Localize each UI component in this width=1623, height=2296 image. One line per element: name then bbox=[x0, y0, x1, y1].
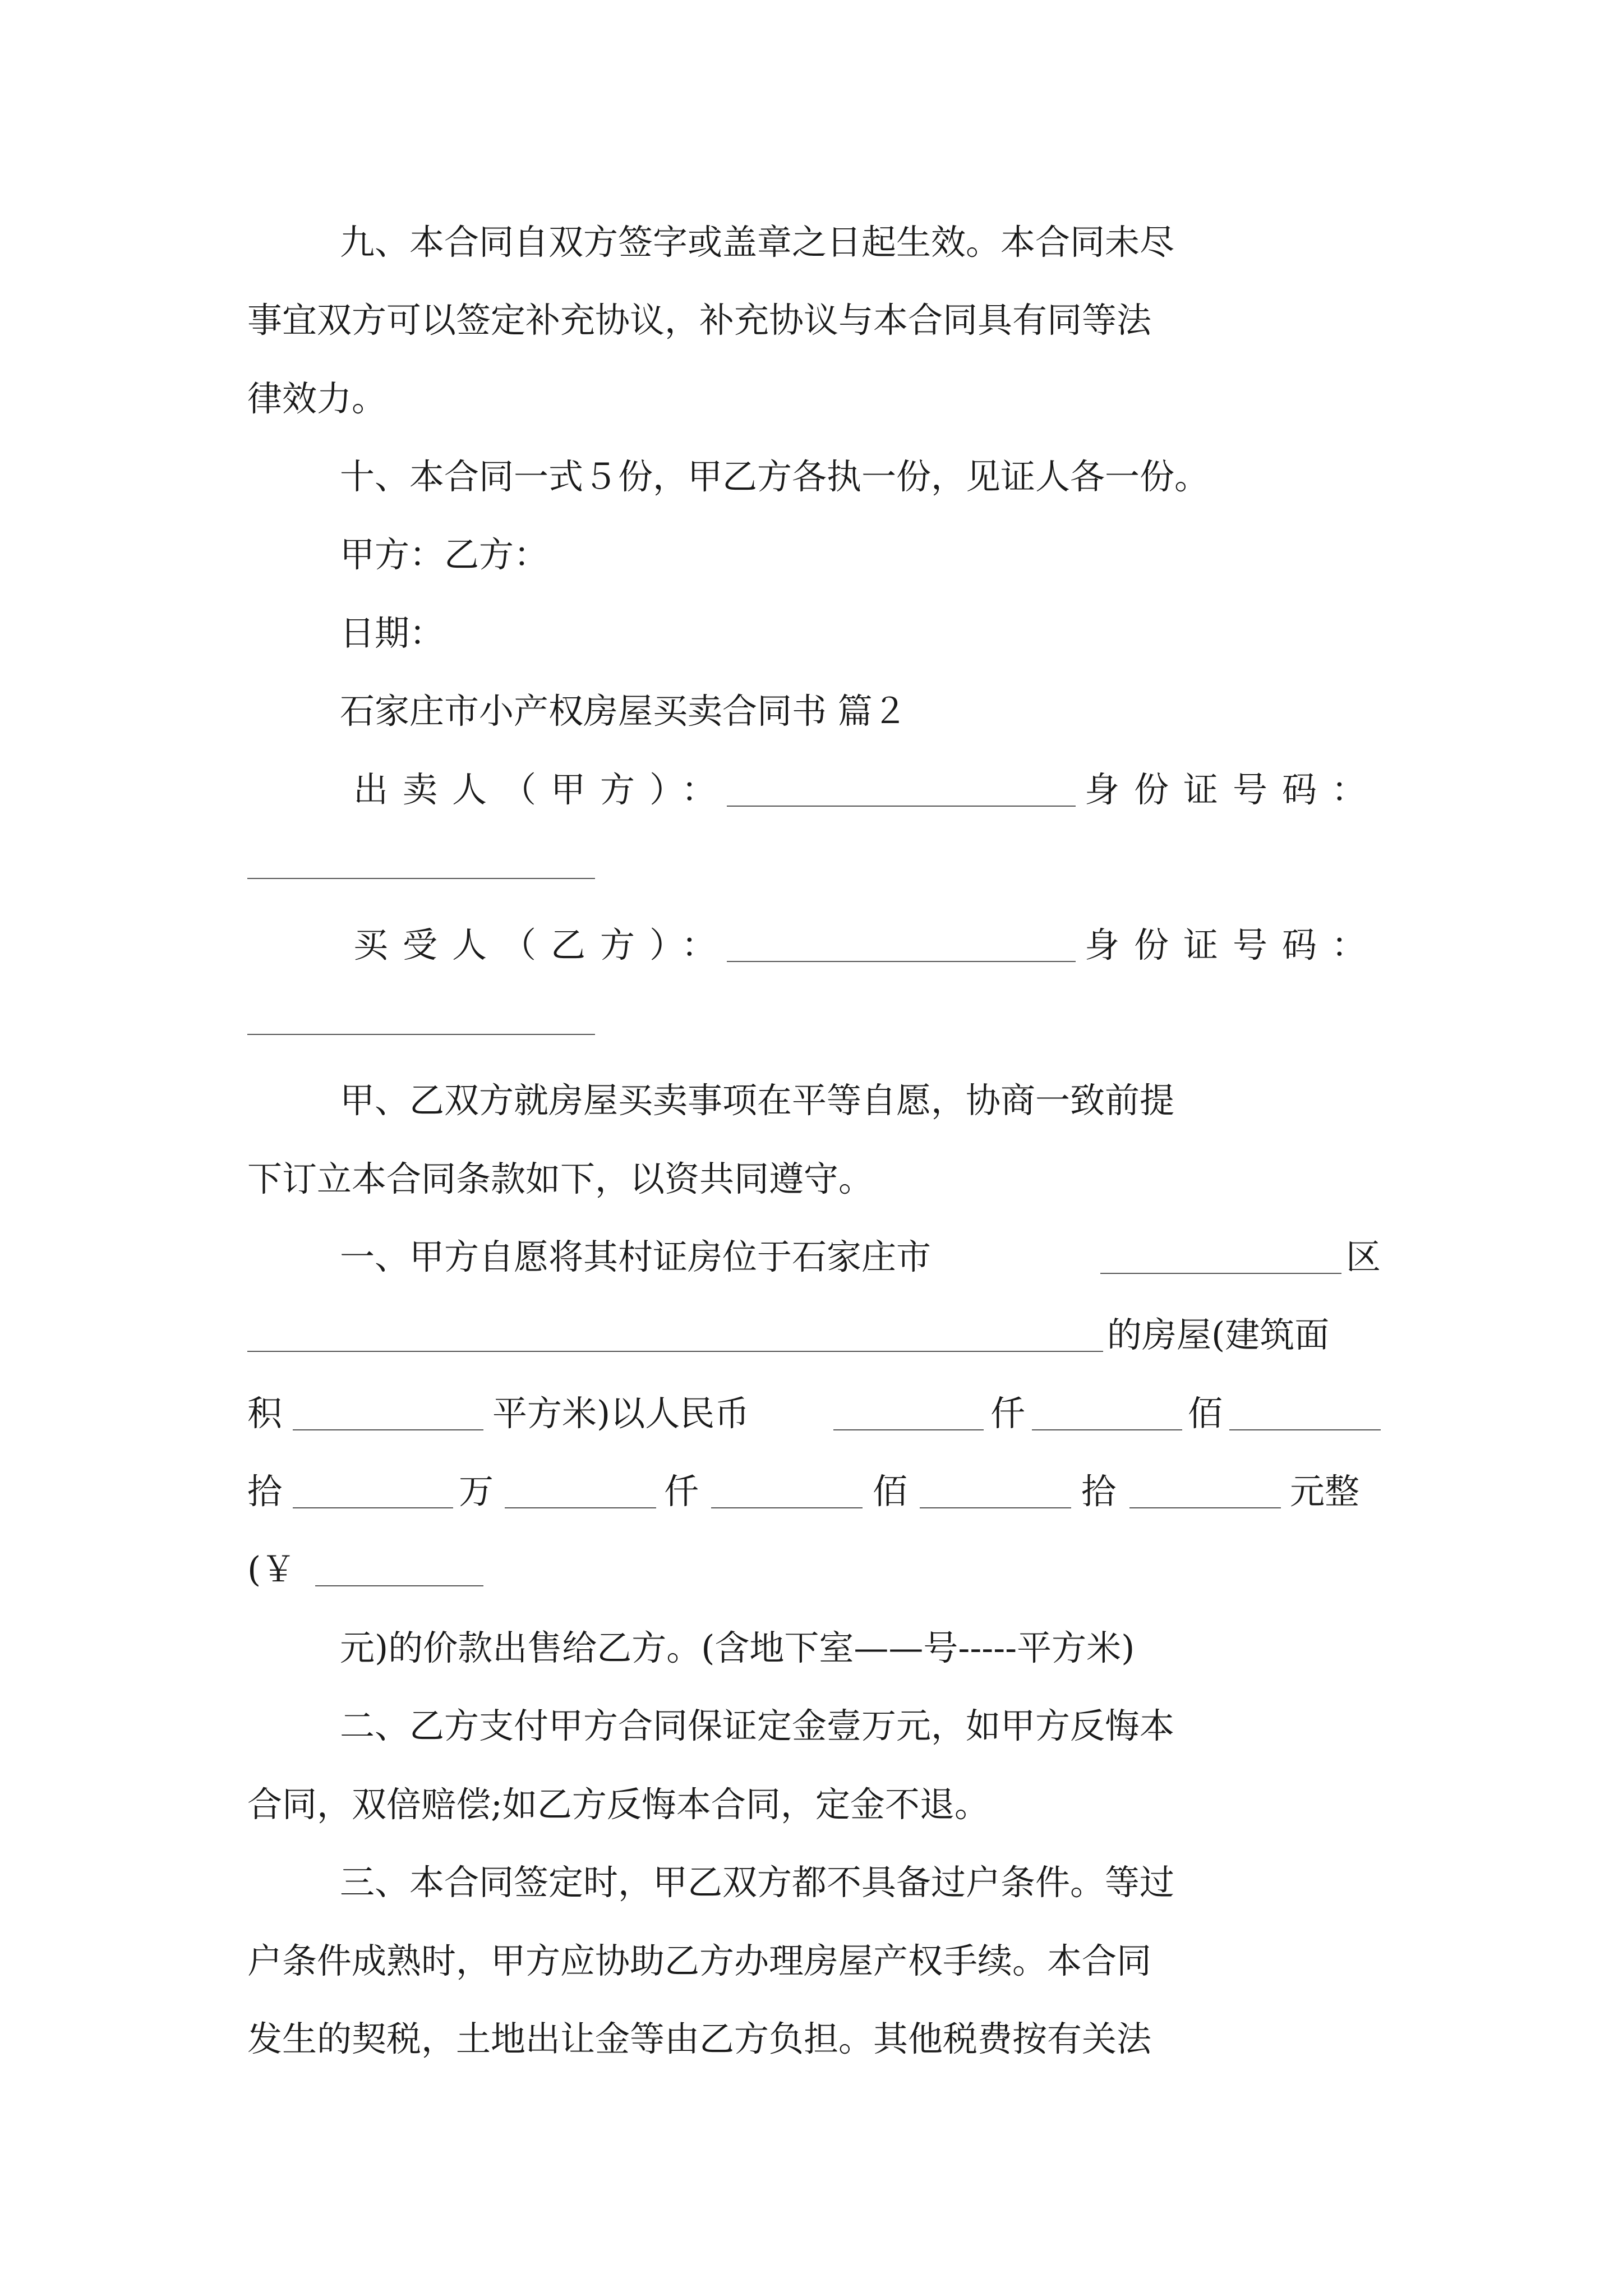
seller-label: 出卖人（甲方）： bbox=[353, 769, 731, 810]
yen-label: (￥ bbox=[247, 1549, 296, 1590]
sqm-rmb-label: 平方米)以人民币 bbox=[492, 1393, 750, 1434]
unit-shi-1: 拾 bbox=[247, 1471, 283, 1512]
district-blank[interactable] bbox=[1100, 1246, 1341, 1274]
clause-3-line-2: 户条件成熟时，甲方应协助乙方办理房屋产权手续。本合同 bbox=[247, 1940, 1152, 1981]
clause-9-line-3: 律效力。 bbox=[247, 378, 387, 419]
yen-amount-blank[interactable] bbox=[315, 1558, 483, 1586]
party-signatures: 甲方：乙方： bbox=[340, 534, 549, 575]
district-suffix: 区 bbox=[1346, 1236, 1381, 1277]
clause-3-line-1: 三、本合同签定时，甲乙双方都不具备过户条件。等过 bbox=[340, 1862, 1175, 1903]
unit-wan: 万 bbox=[459, 1471, 494, 1512]
price-blank-8[interactable] bbox=[1129, 1480, 1281, 1508]
price-blank-7[interactable] bbox=[920, 1480, 1071, 1508]
building-area-label: 的房屋(建筑面 bbox=[1107, 1314, 1330, 1355]
seller-id-label: 身份证号码： bbox=[1085, 769, 1381, 810]
preamble-line-1: 甲、乙双方就房屋买卖事项在平等自愿，协商一致前提 bbox=[340, 1080, 1175, 1121]
clause-10: 十、本合同一式５份，甲乙方各执一份，见证人各一份。 bbox=[340, 456, 1210, 497]
unit-bai-1: 佰 bbox=[1188, 1393, 1223, 1434]
buyer-id-blank[interactable] bbox=[247, 1007, 595, 1035]
date-line: 日期： bbox=[340, 613, 445, 654]
unit-qian-1: 仟 bbox=[990, 1393, 1026, 1434]
clause-2-line-1: 二、乙方支付甲方合同保证定金壹万元，如甲方反悔本 bbox=[340, 1705, 1175, 1746]
unit-qian-2: 仟 bbox=[664, 1471, 699, 1512]
clause-1-line-6: 元)的价款出售给乙方。(含地下室——号-----平方米) bbox=[340, 1627, 1135, 1668]
clause-9-line-2: 事宜双方可以签定补充协议，补充协议与本合同具有同等法 bbox=[247, 300, 1152, 341]
clause-2-line-2: 合同，双倍赔偿;如乙方反悔本合同，定金不退。 bbox=[247, 1784, 989, 1825]
price-blank-3[interactable] bbox=[1229, 1402, 1381, 1430]
buyer-name-blank[interactable] bbox=[727, 934, 1076, 962]
price-blank-1[interactable] bbox=[833, 1402, 984, 1430]
buyer-id-label: 身份证号码： bbox=[1085, 924, 1381, 965]
price-blank-4[interactable] bbox=[293, 1480, 453, 1508]
unit-bai-2: 佰 bbox=[873, 1471, 908, 1512]
price-blank-6[interactable] bbox=[711, 1480, 863, 1508]
preamble-line-2: 下订立本合同条款如下，以资共同遵守。 bbox=[247, 1158, 874, 1199]
price-blank-2[interactable] bbox=[1032, 1402, 1182, 1430]
area-blank[interactable] bbox=[293, 1402, 483, 1430]
section-title: 石家庄市小产权房屋买卖合同书 篇２ bbox=[340, 691, 907, 731]
unit-yuan-zheng: 元整 bbox=[1290, 1471, 1360, 1512]
buyer-label: 买受人（乙方）： bbox=[353, 924, 731, 965]
area-label: 积 bbox=[247, 1393, 283, 1434]
address-blank[interactable] bbox=[247, 1324, 1103, 1352]
unit-shi-2: 拾 bbox=[1081, 1471, 1117, 1512]
clause-1-line-1: 一、甲方自愿将其村证房位于石家庄市 bbox=[340, 1236, 932, 1277]
seller-name-blank[interactable] bbox=[727, 779, 1076, 807]
clause-3-line-3: 发生的契税，土地出让金等由乙方负担。其他税费按有关法 bbox=[247, 2018, 1152, 2059]
seller-id-blank[interactable] bbox=[247, 851, 595, 879]
price-blank-5[interactable] bbox=[505, 1480, 656, 1508]
clause-9-line-1: 九、本合同自双方签字或盖章之日起生效。本合同未尽 bbox=[340, 222, 1175, 263]
